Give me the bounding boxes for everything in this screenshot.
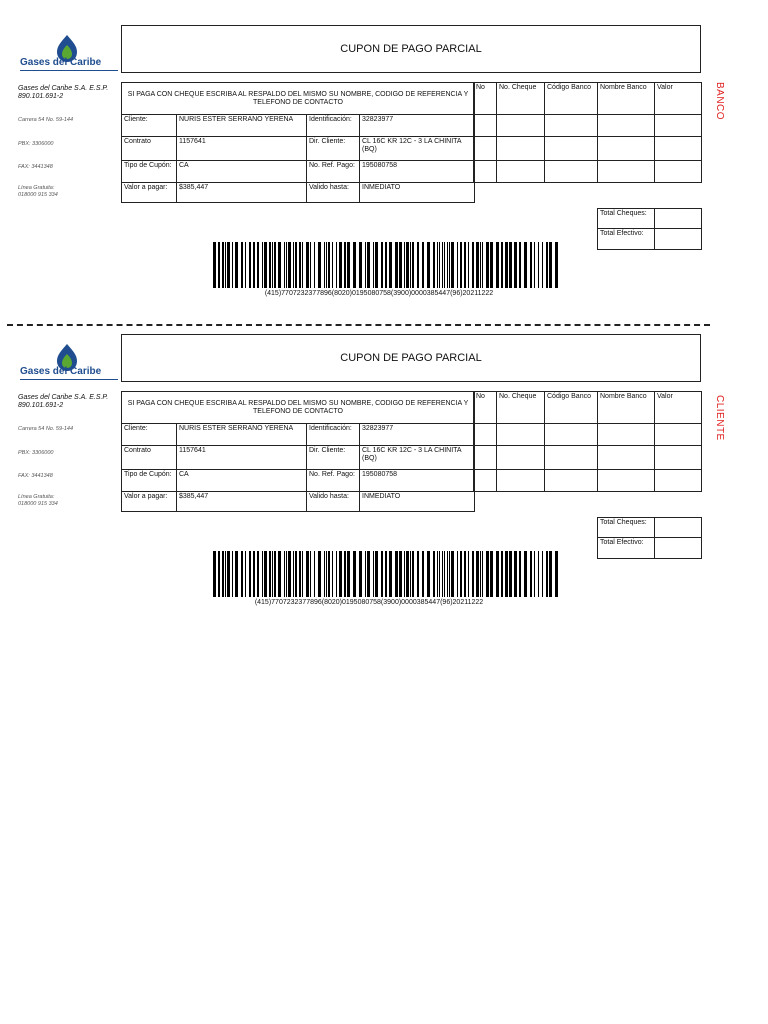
barcode-bar [245, 551, 246, 597]
cheque-cell [545, 470, 598, 492]
barcode-bar [410, 551, 411, 597]
valor-pagar-value: $385,447 [177, 183, 307, 203]
barcode-bar [464, 242, 466, 288]
barcode-bar [449, 551, 450, 597]
header-valor: Valor [655, 83, 702, 115]
barcode-bar [373, 551, 374, 597]
cheque-cell [655, 424, 702, 446]
barcode-bar [389, 242, 392, 288]
header-codigo-banco: Código Banco [545, 392, 598, 424]
total-efectivo-label: Total Efectivo: [598, 229, 655, 250]
barcode-bar [496, 242, 499, 288]
barcode-bar [253, 551, 255, 597]
barcode-bar [326, 242, 327, 288]
barcode-icon [213, 551, 561, 597]
company-nit: 890.101.691-2 [18, 402, 64, 409]
contrato-value: 1157641 [177, 446, 307, 470]
cheque-cell [497, 161, 545, 183]
company-logo [18, 342, 118, 380]
barcode-bar [524, 551, 527, 597]
barcode-bar [464, 551, 466, 597]
barcode-bar [422, 242, 424, 288]
barcode-bar [490, 551, 493, 597]
barcode-bar [272, 551, 273, 597]
barcode-bar [472, 551, 474, 597]
barcode-bar [336, 551, 337, 597]
barcode-bar [442, 242, 443, 288]
barcode-bar [269, 242, 271, 288]
barcode-bar [288, 242, 291, 288]
barcode-bar [302, 551, 303, 597]
barcode-bar [472, 242, 474, 288]
barcode-bar [218, 242, 220, 288]
cliente-value: NURIS ESTER SERRANO YERENA [177, 424, 307, 446]
barcode-bar [336, 242, 337, 288]
dir-cliente-label: Dir. Cliente: [307, 137, 360, 161]
cheque-table [473, 82, 702, 183]
valor-pagar-value: $385,447 [177, 492, 307, 512]
header-no-cheque: No. Cheque [497, 392, 545, 424]
barcode-bar [222, 551, 224, 597]
totals-table [597, 517, 702, 559]
barcode-bar [530, 242, 532, 288]
barcode-bar [274, 551, 276, 597]
barcode-bar [264, 242, 267, 288]
coupon-title [121, 334, 701, 382]
logo-text: Gases del Caribe [20, 57, 102, 68]
cheque-cell [474, 470, 497, 492]
barcode-icon [213, 242, 561, 288]
barcode-bar [395, 242, 398, 288]
barcode-bar [406, 242, 409, 288]
barcode-bar [417, 551, 419, 597]
barcode-bar [367, 551, 370, 597]
barcode-bar [460, 242, 462, 288]
barcode-bar [490, 242, 493, 288]
barcode-bar [404, 242, 405, 288]
barcode-bar [534, 242, 535, 288]
barcode-bar [314, 242, 315, 288]
barcode-bar [257, 242, 259, 288]
barcode-bar [385, 551, 387, 597]
barcode-bar [404, 551, 405, 597]
barcode-bar [501, 242, 503, 288]
total-cheques-label: Total Cheques: [598, 209, 655, 229]
identificacion-value: 32823977 [360, 115, 475, 137]
barcode-bar [534, 551, 535, 597]
ref-pago-value: 195080758 [360, 161, 475, 183]
barcode-bar [353, 242, 356, 288]
total-efectivo-label: Total Efectivo: [598, 538, 655, 559]
barcode-bar [328, 551, 330, 597]
company-name [18, 85, 120, 101]
barcode-bar [442, 551, 443, 597]
barcode-bar [457, 242, 458, 288]
company-name-line: Gases del Caribe S.A. E.S.P. [18, 85, 109, 92]
barcode-bar [272, 242, 273, 288]
cheque-instructions: SI PAGA CON CHEQUE ESCRIBA AL RESPALDO DEL MISMO SU NOMBRE, CODIGO DE REFERENCIA Y TELEFONO DE CONTACTO [122, 392, 475, 424]
valor-pagar-label: Valor a pagar: [122, 183, 177, 203]
barcode-bar [486, 551, 489, 597]
cheque-cell [497, 470, 545, 492]
header-no: No [474, 83, 497, 115]
cheque-cell [474, 446, 497, 470]
barcode-bar [359, 242, 362, 288]
cheque-cell [545, 161, 598, 183]
ref-pago-value: 195080758 [360, 470, 475, 492]
barcode-bar [225, 551, 226, 597]
barcode-bar [284, 242, 285, 288]
barcode-bar [422, 551, 424, 597]
dir-cliente-value: CL 16C KR 12C - 3 LA CHINITA (BQ) [360, 446, 475, 470]
header-nombre-banco: Nombre Banco [598, 83, 655, 115]
cheque-cell [598, 161, 655, 183]
barcode-bar [359, 551, 362, 597]
copy-side-label: BANCO [714, 82, 725, 121]
barcode-bar [278, 551, 281, 597]
barcode-bar [339, 551, 342, 597]
ref-pago-label: No. Ref. Pago: [307, 161, 360, 183]
contrato-value: 1157641 [177, 137, 307, 161]
ref-pago-label: No. Ref. Pago: [307, 470, 360, 492]
company-address: Carrera 54 No. 59-144 [18, 426, 74, 432]
cheque-cell [598, 446, 655, 470]
cheque-cell [474, 115, 497, 137]
barcode-bar [306, 242, 309, 288]
cliente-value: NURIS ESTER SERRANO YERENA [177, 115, 307, 137]
valido-hasta-label: Valido hasta: [307, 183, 360, 203]
barcode-bar [227, 551, 230, 597]
barcode-bar [213, 242, 216, 288]
barcode-bar [555, 242, 558, 288]
barcode-bar [480, 551, 481, 597]
cheque-cell [497, 424, 545, 446]
company-fax: FAX: 3441348 [18, 164, 53, 170]
cheque-cell [545, 137, 598, 161]
company-pbx: PBX: 3306000 [18, 141, 54, 147]
barcode-bar [278, 242, 281, 288]
barcode-bar [546, 551, 548, 597]
company-fax: FAX: 3441348 [18, 473, 53, 479]
barcode-bar [476, 551, 479, 597]
barcode-bar [524, 242, 527, 288]
valido-hasta-value: INMEDIATO [360, 492, 475, 512]
barcode-bar [288, 551, 291, 597]
cheque-cell [474, 424, 497, 446]
valido-hasta-value: INMEDIATO [360, 183, 475, 203]
total-efectivo-value [655, 229, 702, 250]
barcode-bar [241, 242, 243, 288]
barcode-bar [367, 242, 370, 288]
free-line-label: Línea Gratuita: [18, 185, 55, 191]
identificacion-label: Identificación: [307, 424, 360, 446]
barcode-bar [324, 242, 325, 288]
barcode-bar [542, 551, 543, 597]
cheque-cell [497, 137, 545, 161]
barcode-bar [299, 551, 301, 597]
header-no: No [474, 392, 497, 424]
company-nit: 890.101.691-2 [18, 93, 64, 100]
barcode-bar [549, 551, 552, 597]
total-cheques-label: Total Cheques: [598, 518, 655, 538]
barcode-bar [302, 242, 303, 288]
barcode-bar [501, 551, 503, 597]
barcode-bar [262, 551, 263, 597]
barcode-bar [437, 551, 438, 597]
logo-underline [20, 70, 118, 71]
barcode-bar [381, 551, 383, 597]
cheque-cell [655, 161, 702, 183]
total-cheques-value [655, 518, 702, 538]
logo-text: Gases del Caribe [20, 366, 102, 377]
total-efectivo-value [655, 538, 702, 559]
dir-cliente-value: CL 16C KR 12C - 3 LA CHINITA (BQ) [360, 137, 475, 161]
cheque-instructions: SI PAGA CON CHEQUE ESCRIBA AL RESPALDO DEL MISMO SU NOMBRE, CODIGO DE REFERENCIA Y TELEFONO DE CONTACTO [122, 83, 475, 115]
company-name-line: Gases del Caribe S.A. E.S.P. [18, 394, 109, 401]
free-line-number: 018000 915 334 [18, 191, 58, 198]
barcode-number: (415)7707232377896(8020)0195080758(3900)0000385447(96)20211222 [254, 599, 484, 606]
company-pbx: PBX: 3306000 [18, 450, 54, 456]
barcode-bar [318, 551, 321, 597]
cheque-table [473, 391, 702, 492]
barcode-bar [365, 242, 366, 288]
barcode-bar [222, 242, 224, 288]
barcode-bar [235, 551, 238, 597]
company-address: Carrera 54 No. 59-144 [18, 117, 74, 123]
barcode-bar [381, 242, 383, 288]
identificacion-label: Identificación: [307, 115, 360, 137]
cheque-cell [598, 115, 655, 137]
barcode-bar [514, 242, 517, 288]
barcode-bar [295, 242, 297, 288]
barcode-bar [332, 242, 333, 288]
client-table [121, 391, 475, 512]
barcode-bar [339, 242, 342, 288]
barcode-bar [310, 551, 311, 597]
barcode-bar [439, 242, 440, 288]
barcode-bar [310, 242, 311, 288]
valido-hasta-label: Valido hasta: [307, 492, 360, 512]
coupon-title-text: CUPON DE PAGO PARCIAL [340, 352, 482, 364]
header-no-cheque: No. Cheque [497, 83, 545, 115]
barcode-bar [249, 242, 251, 288]
barcode-bar [314, 551, 315, 597]
barcode-bar [486, 242, 489, 288]
cliente-label: Cliente: [122, 115, 177, 137]
barcode-bar [375, 242, 378, 288]
barcode-bar [249, 551, 251, 597]
barcode-bar [509, 242, 512, 288]
barcode-bar [257, 551, 259, 597]
barcode-bar [347, 551, 350, 597]
barcode-bar [468, 551, 469, 597]
barcode-bar [399, 242, 402, 288]
barcode-bar [344, 242, 346, 288]
barcode-bar [295, 551, 297, 597]
valor-pagar-label: Valor a pagar: [122, 492, 177, 512]
barcode-bar [241, 551, 243, 597]
payment-coupon [0, 334, 768, 634]
barcode-bar [444, 242, 445, 288]
barcode-bar [412, 242, 414, 288]
barcode-bar [318, 242, 321, 288]
cheque-cell [598, 137, 655, 161]
barcode-bar [328, 242, 330, 288]
barcode-bar [480, 242, 481, 288]
logo-underline [20, 379, 118, 380]
barcode-bar [406, 551, 409, 597]
barcode-bar [439, 551, 440, 597]
barcode-bar [530, 551, 532, 597]
cheque-cell [545, 424, 598, 446]
cliente-label: Cliente: [122, 424, 177, 446]
barcode-bar [417, 242, 419, 288]
barcode-bar [451, 242, 454, 288]
barcode-bar [509, 551, 512, 597]
tipo-cupon-label: Tipo de Cupón: [122, 470, 177, 492]
cheque-cell [474, 137, 497, 161]
barcode-bar [264, 551, 267, 597]
barcode-bar [437, 242, 438, 288]
barcode-bar [427, 242, 430, 288]
copy-side-label: CLIENTE [714, 395, 725, 441]
barcode-bar [235, 242, 238, 288]
client-table [121, 82, 475, 203]
barcode-bar [482, 551, 483, 597]
identificacion-value: 32823977 [360, 424, 475, 446]
barcode-bar [546, 242, 548, 288]
barcode-bar [549, 242, 552, 288]
barcode-bar [505, 242, 508, 288]
barcode-bar [373, 242, 374, 288]
barcode-bar [542, 242, 543, 288]
barcode-bar [227, 242, 230, 288]
header-codigo-banco: Código Banco [545, 83, 598, 115]
barcode-bar [326, 551, 327, 597]
cheque-cell [474, 161, 497, 183]
barcode-bar [324, 551, 325, 597]
barcode-bar [496, 551, 499, 597]
free-line-label: Línea Gratuita: [18, 494, 55, 500]
barcode-bar [293, 242, 294, 288]
tipo-cupon-value: CA [177, 470, 307, 492]
barcode-bar [412, 551, 414, 597]
dir-cliente-label: Dir. Cliente: [307, 446, 360, 470]
barcode-bar [218, 551, 220, 597]
cheque-cell [655, 115, 702, 137]
barcode-bar [538, 242, 539, 288]
barcode-bar [253, 242, 255, 288]
barcode-bar [213, 551, 216, 597]
free-line-number: 018000 915 334 [18, 500, 58, 507]
barcode-bar [433, 551, 435, 597]
barcode-bar [232, 551, 233, 597]
cut-line [7, 324, 710, 326]
barcode-bar [245, 242, 246, 288]
barcode-bar [347, 242, 350, 288]
barcode-bar [460, 551, 462, 597]
barcode-bar [505, 551, 508, 597]
barcode-bar [332, 551, 333, 597]
company-logo [18, 33, 118, 71]
barcode-bar [365, 551, 366, 597]
barcode-bar [286, 242, 287, 288]
barcode-bar [514, 551, 517, 597]
cheque-cell [497, 115, 545, 137]
cheque-cell [545, 446, 598, 470]
barcode-bar [447, 551, 448, 597]
barcode-bar [519, 551, 521, 597]
barcode-bar [286, 551, 287, 597]
barcode-bar [447, 242, 448, 288]
barcode-bar [232, 242, 233, 288]
barcode-bar [427, 551, 430, 597]
company-free-line [18, 185, 58, 198]
total-cheques-value [655, 209, 702, 229]
tipo-cupon-label: Tipo de Cupón: [122, 161, 177, 183]
cheque-cell [598, 424, 655, 446]
contrato-label: Contrato [122, 137, 177, 161]
cheque-cell [545, 115, 598, 137]
barcode-bar [385, 242, 387, 288]
header-nombre-banco: Nombre Banco [598, 392, 655, 424]
barcode-bar [519, 242, 521, 288]
barcode-bar [306, 551, 309, 597]
tipo-cupon-value: CA [177, 161, 307, 183]
barcode-bar [399, 551, 402, 597]
barcode-bar [468, 242, 469, 288]
barcode-bar [225, 242, 226, 288]
barcode-bar [353, 551, 356, 597]
cheque-cell [598, 470, 655, 492]
barcode-bar [389, 551, 392, 597]
barcode-bar [262, 242, 263, 288]
barcode-bar [482, 242, 483, 288]
cheque-cell [655, 446, 702, 470]
barcode-bar [299, 242, 301, 288]
coupon-title-text: CUPON DE PAGO PARCIAL [340, 43, 482, 55]
barcode-number: (415)7707232377896(8020)0195080758(3900)0000385447(96)20211222 [264, 290, 494, 297]
barcode-bar [344, 551, 346, 597]
barcode-bar [457, 551, 458, 597]
barcode-bar [451, 551, 454, 597]
barcode-bar [293, 551, 294, 597]
barcode-bar [476, 242, 479, 288]
barcode-bar [269, 551, 271, 597]
contrato-label: Contrato [122, 446, 177, 470]
barcode-bar [444, 551, 445, 597]
barcode-bar [395, 551, 398, 597]
coupon-title [121, 25, 701, 73]
barcode-bar [375, 551, 378, 597]
barcode-bar [433, 242, 435, 288]
barcode-bar [538, 551, 539, 597]
barcode-bar [555, 551, 558, 597]
barcode-bar [410, 242, 411, 288]
cheque-cell [655, 470, 702, 492]
totals-table [597, 208, 702, 250]
barcode-bar [274, 242, 276, 288]
cheque-cell [655, 137, 702, 161]
header-valor: Valor [655, 392, 702, 424]
company-free-line [18, 494, 58, 507]
payment-coupon [0, 25, 768, 325]
barcode-bar [284, 551, 285, 597]
cheque-cell [497, 446, 545, 470]
company-name [18, 394, 120, 410]
barcode-bar [449, 242, 450, 288]
